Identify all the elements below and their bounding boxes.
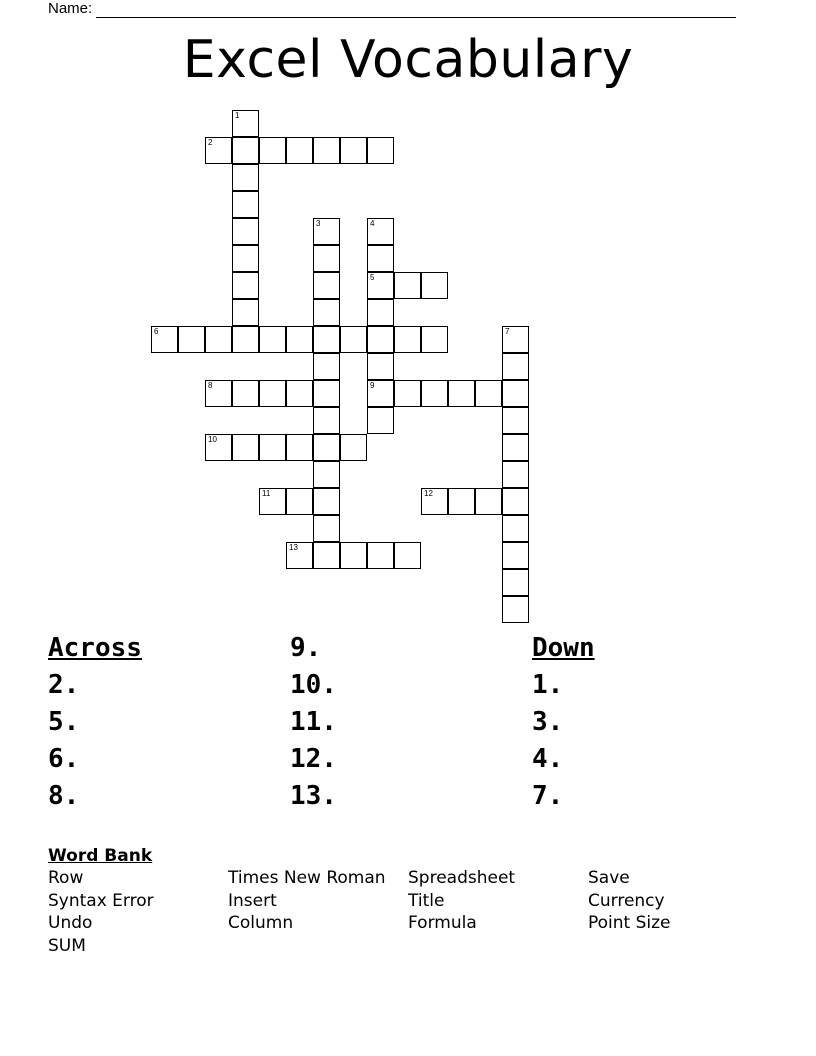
clue-number: 4. <box>532 744 564 774</box>
across-clues-column-2 <box>290 630 337 815</box>
word-bank-word: Save <box>588 868 630 888</box>
crossword-cell[interactable] <box>313 542 340 569</box>
crossword-cell[interactable] <box>340 326 367 353</box>
crossword-cell[interactable] <box>502 326 529 353</box>
crossword-cell[interactable] <box>313 137 340 164</box>
cell-clue-number: 10 <box>208 435 217 444</box>
crossword-cell[interactable] <box>394 542 421 569</box>
crossword-cell[interactable] <box>232 191 259 218</box>
crossword-cell[interactable] <box>286 137 313 164</box>
clue-number: 11. <box>290 707 337 737</box>
crossword-cell[interactable] <box>367 353 394 380</box>
cell-clue-number: 12 <box>424 489 433 498</box>
crossword-cell[interactable] <box>340 434 367 461</box>
crossword-cell[interactable] <box>448 380 475 407</box>
crossword-cell[interactable] <box>340 542 367 569</box>
clue-number: 12. <box>290 744 337 774</box>
crossword-cell[interactable] <box>313 407 340 434</box>
crossword-cell[interactable] <box>502 488 529 515</box>
clue-number: 5. <box>48 707 80 737</box>
crossword-cell[interactable] <box>367 245 394 272</box>
crossword-cell[interactable] <box>205 434 232 461</box>
crossword-cell[interactable] <box>259 380 286 407</box>
crossword-cell[interactable] <box>313 218 340 245</box>
crossword-cell[interactable] <box>367 218 394 245</box>
crossword-cell[interactable] <box>232 434 259 461</box>
crossword-cell[interactable] <box>313 515 340 542</box>
word-bank-word: Title <box>408 891 445 911</box>
crossword-cell[interactable] <box>313 353 340 380</box>
crossword-cell[interactable] <box>367 137 394 164</box>
crossword-cell[interactable] <box>205 326 232 353</box>
crossword-cell[interactable] <box>313 245 340 272</box>
crossword-cell[interactable] <box>286 434 313 461</box>
clue-number: 7. <box>532 781 564 811</box>
crossword-cell[interactable] <box>259 137 286 164</box>
word-bank-word: Times New Roman <box>228 868 386 888</box>
word-bank-word: Point Size <box>588 913 671 933</box>
crossword-cell[interactable] <box>367 299 394 326</box>
clue-number: 3. <box>532 707 564 737</box>
crossword-cell[interactable] <box>313 461 340 488</box>
word-bank-title: Word Bank <box>48 846 153 866</box>
word-bank-word: Column <box>228 913 294 933</box>
crossword-cell[interactable] <box>394 380 421 407</box>
cell-clue-number: 1 <box>235 111 240 120</box>
crossword-cell[interactable] <box>421 272 448 299</box>
crossword-cell[interactable] <box>502 515 529 542</box>
crossword-cell[interactable] <box>232 245 259 272</box>
crossword-cell[interactable] <box>259 326 286 353</box>
crossword-cell[interactable] <box>232 110 259 137</box>
word-bank-word: Insert <box>228 891 277 911</box>
crossword-cell[interactable] <box>313 272 340 299</box>
crossword-cell[interactable] <box>367 380 394 407</box>
crossword-cell[interactable] <box>286 326 313 353</box>
crossword-cell[interactable] <box>502 353 529 380</box>
crossword-cell[interactable] <box>232 218 259 245</box>
crossword-cell[interactable] <box>259 434 286 461</box>
cell-clue-number: 3 <box>316 219 321 228</box>
crossword-cell[interactable] <box>394 326 421 353</box>
cell-clue-number: 13 <box>289 543 298 552</box>
crossword-cell[interactable] <box>286 488 313 515</box>
word-bank-word: Formula <box>408 913 477 933</box>
crossword-cell[interactable] <box>448 488 475 515</box>
clue-number: 10. <box>290 670 337 700</box>
cell-clue-number: 6 <box>154 327 159 336</box>
crossword-cell[interactable] <box>502 542 529 569</box>
crossword-cell[interactable] <box>286 380 313 407</box>
cell-clue-number: 9 <box>370 381 375 390</box>
crossword-cell[interactable] <box>475 380 502 407</box>
name-label: Name: <box>48 0 93 17</box>
cell-clue-number: 8 <box>208 381 213 390</box>
crossword-cell[interactable] <box>367 407 394 434</box>
clue-number: 2. <box>48 670 80 700</box>
crossword-cell[interactable] <box>232 380 259 407</box>
crossword-cell[interactable] <box>421 488 448 515</box>
crossword-cell[interactable] <box>421 380 448 407</box>
crossword-cell[interactable] <box>232 137 259 164</box>
crossword-cell[interactable] <box>502 461 529 488</box>
crossword-cell[interactable] <box>367 542 394 569</box>
page-title: Excel Vocabulary <box>182 30 634 90</box>
crossword-cell[interactable] <box>421 326 448 353</box>
cell-clue-number: 11 <box>262 489 271 498</box>
cell-clue-number: 7 <box>505 327 510 336</box>
clue-number: 9. <box>290 633 322 663</box>
word-bank-word: Spreadsheet <box>408 868 516 888</box>
crossword-cell[interactable] <box>502 407 529 434</box>
clue-number: 13. <box>290 781 337 811</box>
across-heading: Across <box>48 633 142 663</box>
crossword-cell[interactable] <box>259 488 286 515</box>
crossword-cell[interactable] <box>340 137 367 164</box>
crossword-cell[interactable] <box>232 272 259 299</box>
crossword-cell[interactable] <box>313 299 340 326</box>
crossword-cell[interactable] <box>502 596 529 623</box>
crossword-cell[interactable] <box>232 164 259 191</box>
word-bank-word: Undo <box>48 913 93 933</box>
crossword-cell[interactable] <box>502 569 529 596</box>
clue-number: 8. <box>48 781 80 811</box>
crossword-cell[interactable] <box>502 434 529 461</box>
crossword-cell[interactable] <box>205 137 232 164</box>
across-clues-column-1 <box>48 630 142 815</box>
crossword-cell[interactable] <box>313 380 340 407</box>
crossword-cell[interactable] <box>502 380 529 407</box>
word-bank-word: Row <box>48 868 84 888</box>
crossword-cell[interactable] <box>151 326 178 353</box>
crossword-cell[interactable] <box>394 272 421 299</box>
crossword-cell[interactable] <box>313 488 340 515</box>
crossword-cell[interactable] <box>475 488 502 515</box>
crossword-cell[interactable] <box>178 326 205 353</box>
cell-clue-number: 4 <box>370 219 375 228</box>
word-bank-word: Currency <box>588 891 665 911</box>
crossword-cell[interactable] <box>367 272 394 299</box>
crossword-cell[interactable] <box>232 326 259 353</box>
crossword-cell[interactable] <box>367 326 394 353</box>
crossword-cell[interactable] <box>232 299 259 326</box>
down-clues-column <box>532 630 595 815</box>
cell-clue-number: 5 <box>370 273 375 282</box>
crossword-cell[interactable] <box>313 326 340 353</box>
crossword-cell[interactable] <box>205 380 232 407</box>
down-heading: Down <box>532 633 595 663</box>
crossword-cell[interactable] <box>313 434 340 461</box>
cell-clue-number: 2 <box>208 138 213 147</box>
clue-number: 6. <box>48 744 80 774</box>
word-bank-word: Syntax Error <box>48 891 154 911</box>
clue-number: 1. <box>532 670 564 700</box>
crossword-cell[interactable] <box>286 542 313 569</box>
word-bank-word: SUM <box>48 936 86 956</box>
